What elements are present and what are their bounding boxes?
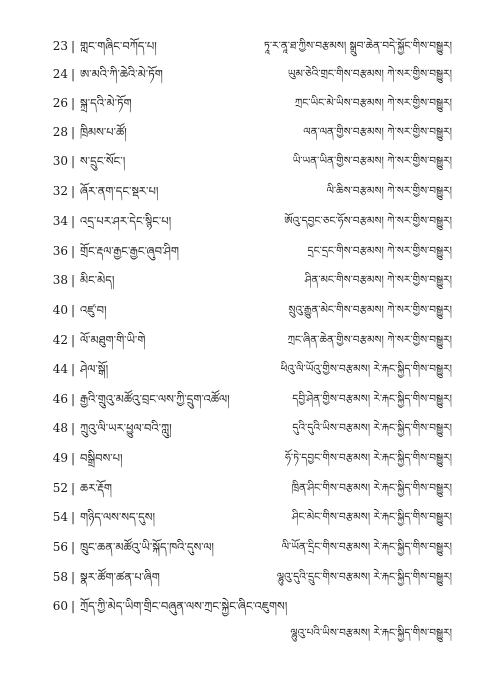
- entry-source: ཀྲང་ཡིང་མེ་ཡིས་བརྩམས། ཀེ་སར་གྱིས་བསྒྱུར།: [294, 97, 452, 109]
- entry-title: ཨ་མའི་ཀི་ཆེའི་མེ་ཏོག: [80, 67, 163, 81]
- entry-source: ལི་ཆིས་བརྩམས། ཀེ་སར་གྱིས་བསྒྱུར།: [326, 185, 452, 197]
- entry-title: ས་དྲུང་སོང་།: [80, 154, 126, 168]
- page-number: 38: [52, 273, 68, 287]
- separator: |: [71, 244, 76, 258]
- entry-title: ཤེལ་སྒོ།: [80, 362, 109, 376]
- separator: |: [71, 392, 76, 406]
- entry-source: ཁྲིན་ཤིང་གིས་བརྩམས། རེ་རྐང་སྐྱིད་གིས་བསྒྱུར།: [291, 482, 452, 494]
- separator: |: [71, 273, 76, 287]
- entry-title: བསྒྲིབས་པ།: [80, 451, 123, 465]
- entry-title: སྐྲ་དའི་མེ་ཏོག: [80, 96, 132, 110]
- page-number: 49: [52, 451, 68, 465]
- page-number: 40: [52, 303, 68, 317]
- entry-source: ཤིན་མང་གིས་བརྩམས། ཀེ་སར་གྱིས་བསྒྱུར།: [304, 274, 452, 286]
- page-number: 58: [52, 570, 68, 584]
- toc-entry: [0, 413, 500, 443]
- page-number: 54: [52, 510, 68, 524]
- separator: |: [71, 67, 76, 81]
- page-number: 28: [52, 125, 68, 139]
- entry-title: རྒྱའི་གྲུའུ་མཚོའུ་བྲང་ལས་ཀྱི་དྲུག་འཚོལ།: [80, 392, 230, 406]
- separator: |: [71, 421, 76, 435]
- entry-title: གླང་གཞིང་བཀོད་པ།: [80, 39, 157, 53]
- entry-title: འཛུ་བ།: [80, 303, 107, 317]
- entry-source: ལན་ལན་གྱིས་བརྩམས། ཀེ་སར་གྱིས་བསྒྱུར།: [303, 126, 452, 138]
- entry-source: ཨོའུ་དབྱང་ཅང་ཧོས་བརྩམས། ཀེ་སར་གྱིས་བསྒྱུར།: [284, 215, 452, 227]
- separator: |: [71, 570, 76, 584]
- entry-source: ཡུམ་ཅེའི་གྲང་གིས་བརྩམས། ཀེ་སར་གྱིས་བསྒྱུར།: [287, 68, 452, 80]
- separator: |: [71, 125, 76, 139]
- entry-source: ཕིའུ་ལི་ཡོའུ་གྱིས་བརྩམས། རེ་རྐང་སྐྱིད་གིས་བསྒྱུར།: [280, 363, 452, 375]
- toc-entry: [0, 384, 500, 414]
- entry-source: དབྱི་ཤེན་གྱིས་བརྩམས། རེ་རྐང་སྐྱིད་གིས་བསྒྱུར།: [292, 393, 452, 405]
- page-number: 32: [52, 184, 68, 198]
- toc-entry: [0, 88, 500, 118]
- separator: |: [71, 362, 76, 376]
- page-number: 42: [52, 333, 68, 347]
- toc-entry: [0, 176, 500, 206]
- entry-title: ཞོར་ནག་དང་སྡར་པ།: [80, 184, 159, 198]
- page-number: 26: [52, 96, 68, 110]
- entry-source: ཧོ་ཏེ་དབྱང་གིས་བརྩམས། རེ་རྐང་སྐྱིད་གིས་བསྒྱུར།: [285, 452, 452, 464]
- page-number: 46: [52, 392, 68, 406]
- entry-source: ཀྲང་ཞིན་ཆེན་གྱིས་བརྩམས། ཀེ་སར་གྱིས་བསྒྱུར།: [287, 334, 452, 346]
- separator: |: [71, 214, 76, 228]
- entry-title: ཁྲིམས་པ་ཚོ།: [80, 125, 127, 139]
- entry-source: ཏཱ་ར་ནཱ་ཐ་ཀྱིས་བརྩམས། སྒྲུབ་ཆེན་བདེ་སྐྱོང་གིས་བསྒྱུར།: [263, 40, 452, 52]
- separator: |: [71, 39, 76, 53]
- toc-entry: [0, 354, 500, 384]
- separator: |: [71, 184, 76, 198]
- toc-entry: [0, 591, 500, 621]
- entry-title: གཉིད་ལས་སད་དུས།: [80, 510, 156, 524]
- toc-entry: [0, 206, 500, 236]
- entry-source: ལྷུའུ་དུའི་དྲུང་གིས་བརྩམས། རེ་རྐང་སྐྱིད་གིས་བསྒྱུར།: [276, 571, 452, 583]
- toc-entry: [0, 532, 500, 562]
- entry-source: དུའི་དུའི་ཡིས་བརྩམས། རེ་རྐང་སྐྱིད་གིས་བསྒྱུར།: [292, 422, 452, 434]
- toc-entry: [0, 146, 500, 176]
- entry-title: གྲོང་རྡལ་རྒྱང་རྒྱང་ཞུབ་ཤིག: [80, 244, 179, 258]
- page-number: 24: [52, 67, 68, 81]
- page-number: 36: [52, 244, 68, 258]
- entry-title: ལོ་མཐུག་གི་ཡི་གེ: [80, 333, 146, 347]
- toc-entry: [0, 473, 500, 503]
- separator: |: [71, 510, 76, 524]
- separator: |: [71, 481, 76, 495]
- toc-entry: [0, 31, 500, 61]
- page-number: 56: [52, 540, 68, 554]
- entry-title: སྣར་ཚོག་ཚན་པ་ཞིག: [80, 570, 160, 584]
- entry-title: མིང་མེད།: [80, 273, 115, 287]
- page-number: 48: [52, 421, 68, 435]
- entry-title: འདྲ་པར་ཤར་དེང་སྙིང་པ།: [80, 214, 172, 228]
- toc-entry: [0, 117, 500, 147]
- entry-title: ཀྲོད་ཀྱི་མེད་ཡིག་གྲིང་བཞུན་ལས་ཀྲང་སྐྱེང་ཞིང་འཇུགས།: [80, 599, 288, 613]
- separator: |: [71, 333, 76, 347]
- toc-entry: [0, 443, 500, 473]
- toc-entry: [0, 236, 500, 266]
- toc-entry: [0, 502, 500, 532]
- page-number: 34: [52, 214, 68, 228]
- page-number: 52: [52, 481, 68, 495]
- entry-source: ལི་ཡོན་དྲིང་གིས་བརྩམས། རེ་རྐང་སྐྱིད་གིས་བསྒྱུར།: [281, 541, 452, 553]
- toc-entry: [0, 265, 500, 295]
- entry-source: ཡི་ཡན་ཡིན་གྱིས་བརྩམས། ཀེ་སར་གྱིས་བསྒྱུར།: [292, 155, 452, 167]
- entry-source: སྲུའུ་རྒྱུན་མེང་གིས་བརྩམས། ཀེ་སར་གྱིས་བསྒྱུར།: [288, 304, 452, 316]
- separator: |: [71, 599, 76, 613]
- entry-title: ཁྲུང་ཆན་མཚོའུ་ཡི་སྐོད་ཁའི་དུས་ལ།: [80, 540, 214, 554]
- page-number: 60: [52, 599, 68, 613]
- page-number: 30: [52, 154, 68, 168]
- separator: |: [71, 154, 76, 168]
- page-number: 44: [52, 362, 68, 376]
- separator: |: [71, 96, 76, 110]
- toc-entry: [0, 59, 500, 89]
- separator: |: [71, 540, 76, 554]
- toc-entry: [0, 325, 500, 355]
- page-number: 23: [52, 39, 68, 53]
- entry-source: ཤིང་མེང་གིས་བརྩམས། རེ་རྐང་སྐྱིད་གིས་བསྒྱུར།: [291, 511, 452, 523]
- separator: |: [71, 303, 76, 317]
- separator: |: [71, 451, 76, 465]
- entry-source: དྲང་དྲང་གིས་བརྩམས། ཀེ་སར་གྱིས་བསྒྱུར།: [307, 245, 452, 257]
- toc-entry: [0, 295, 500, 325]
- entry-title: ཀྲུའུ་ལི་ཡར་ཕྱུལ་བའི་ཀླུ།: [80, 421, 172, 435]
- toc-entry: [0, 562, 500, 592]
- entry-title: ཆར་རྡོག: [80, 481, 112, 495]
- entry-source: ལྷུའུ་པའི་ཡིས་བརྩམས། རེ་རྐང་སྐྱིད་གིས་བསྒྱུར།: [290, 627, 452, 639]
